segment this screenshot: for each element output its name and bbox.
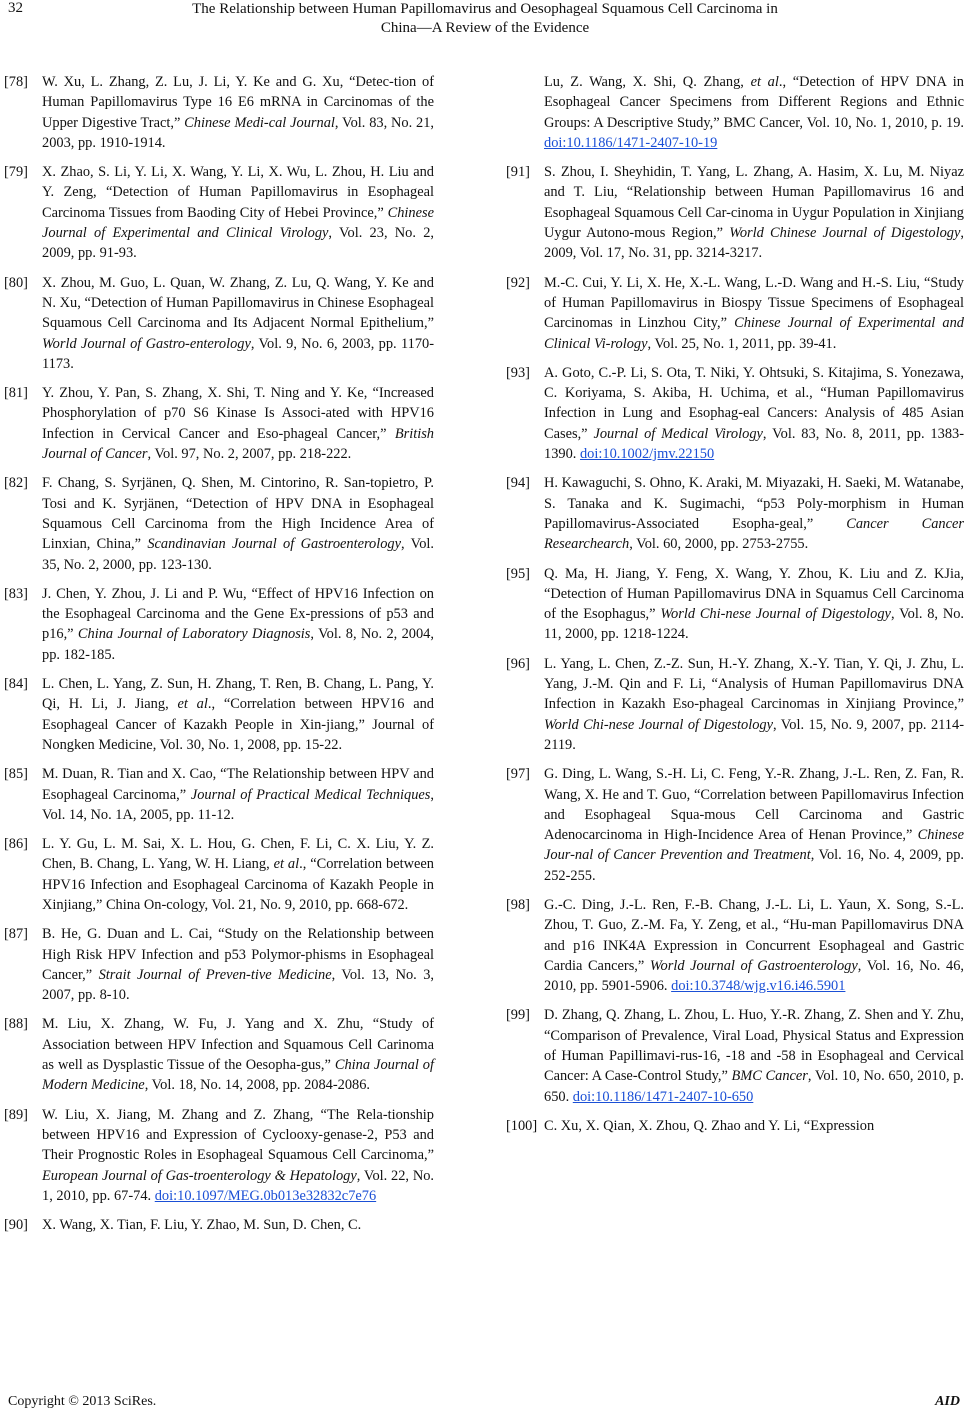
reference-text: Y. Zhou, Y. Pan, S. Zhang, X. Shi, T. Ning and Y. Ke, “Increased Phosphorylation of p70 S6 Kinase Is Associ-ated with HPV16 Infection in Cervical Cancer and Eso-phageal Cancer,” [42, 385, 434, 442]
reference-item [506, 764, 964, 886]
reference-journal: British Journal of Cancer [42, 425, 434, 463]
reference-text: M.-C. Cui, Y. Li, X. He, X.-L. Wang, L.-D. Wang and H.-S. Liu, “Study of Human Papillomavirus in Biospy Tissue Specimens of Esophageal Carcinomas in Linzhou City,” [544, 274, 964, 332]
reference-number: [88] [4, 1016, 28, 1033]
reference-item [4, 764, 434, 825]
reference-number: [80] [4, 274, 28, 291]
reference-text: , Vol. 16, No. 4, 2009, pp. 252-255. [544, 847, 964, 884]
reference-text: , Vol. 8, No. 11, 2000, pp. 1218-1224. [544, 606, 965, 643]
reference-item [4, 674, 434, 755]
reference-number: [96] [506, 655, 530, 672]
reference-text: , Vol. 97, No. 2, 2007, pp. 218-222. [147, 446, 352, 463]
reference-journal: BMC Cancer [731, 1068, 808, 1085]
reference-number: [97] [506, 766, 530, 783]
reference-text: X. Zhou, M. Guo, L. Quan, W. Zhang, Z. Lu, Q. Wang, Y. Ke and N. Xu, “Detection of Human Papillomavirus in Chinese Esophageal Squamous Cell Carcinoma and Its Adjacent Normal Epithelium,” [42, 274, 434, 332]
page-footer [8, 1394, 960, 1410]
reference-text: ., “Correlation between HPV16 and Esophageal Cancer of Kazakh People in Xin-jiang,” Journal of Nongken Medicine, Vol. 30, No. 1, 2008, pp. 15-22. [42, 696, 434, 753]
reference-text: , Vol. 35, No. 2, 2000, pp. 123-130. [42, 536, 435, 573]
reference-text: X. Wang, X. Tian, F. Liu, Y. Zhao, M. Sun, D. Chen, C. [42, 1217, 362, 1234]
reference-text: , Vol. 83, No. 8, 2011, pp. 1383-1390. [544, 425, 964, 463]
reference-number: [89] [4, 1106, 28, 1123]
reference-journal: Chinese Journal of Experimental and Clinical Vi-rology [544, 315, 964, 352]
reference-text: , Vol. 8, No. 2, 2004, pp. 182-185. [42, 626, 434, 663]
reference-number: [79] [4, 164, 28, 181]
reference-number: [94] [506, 475, 530, 492]
running-header [100, 0, 870, 38]
reference-text: M. Duan, R. Tian and X. Cao, “The Relationship between HPV and Esophageal Carcinoma,” [42, 766, 434, 803]
reference-item [506, 162, 964, 263]
reference-text: , Vol. 83, No. 21, 2003, pp. 1910-1914. [42, 114, 435, 151]
reference-text: W. Xu, L. Zhang, Z. Lu, J. Li, Y. Ke and G. Xu, “Detec-tion of Human Papillomavirus Type 16 E6 mRNA in Carcinomas of the Upper Digestive Tract,” [42, 74, 434, 131]
reference-item [506, 273, 964, 354]
reference-text: F. Chang, S. Syrjänen, Q. Shen, M. Cintorino, R. San-topietro, P. Tosi and K. Syrjänen, “Detection of HPV DNA in Esophageal Squamous Cell Carcinoma from the High Incidence Area of Linxian, China,” [42, 475, 434, 553]
right-column [506, 72, 964, 1145]
reference-text: , Vol. 14, No. 1A, 2005, pp. 11-12. [42, 786, 434, 823]
reference-item [4, 1215, 434, 1235]
reference-number: [82] [4, 475, 28, 492]
reference-journal: World Journal of Gastro-enterology [42, 335, 251, 352]
reference-item [4, 1014, 434, 1095]
reference-doi-link[interactable]: doi:10.1186/1471-2407-10-650 [572, 1088, 754, 1105]
reference-number: [83] [4, 585, 28, 602]
reference-number: [98] [506, 896, 530, 913]
reference-text: X. Zhao, S. Li, Y. Li, X. Wang, Y. Li, X. Wu, L. Zhou, H. Liu and Y. Zeng, “Detection of Human Papillomavirus in Esophageal Carcinoma Tissues from Baoding City of Hebei Province,” [42, 164, 434, 221]
reference-text: L. Chen, L. Yang, Z. Sun, H. Zhang, T. Ren, B. Chang, L. Pang, Y. Qi, H. Li, J. Jiang, [42, 676, 434, 713]
reference-number: [87] [4, 926, 28, 943]
reference-journal: World Chinese Journal of Digestology [729, 225, 961, 242]
journal-abbrev: AID [935, 1394, 960, 1409]
reference-journal: Journal of Practical Medical Techniques [190, 786, 431, 803]
reference-text: B. He, G. Duan and L. Cai, “Study on the Relationship between High Risk HPV Infection and p53 Polymor-phisms in Esophageal Cancer,” [42, 926, 434, 983]
reference-journal: et al [177, 696, 208, 713]
reference-item [506, 654, 964, 755]
reference-item [506, 1116, 964, 1136]
reference-number: [86] [4, 836, 28, 853]
reference-text: L. Y. Gu, L. M. Sai, X. L. Hou, G. Chen, F. Li, C. X. Liu, Y. Z. Chen, B. Chang, L. Yang, W. H. Liang, [42, 836, 434, 873]
reference-journal: European Journal of Gas-troenterology & Hepatology [42, 1167, 357, 1184]
reference-text: W. Liu, X. Jiang, M. Zhang and Z. Zhang, “The Rela-tionship between HPV16 and Expression of Cyclooxy-genase-2, P53 and Their Prognostic Roles in Esophageal Squamous Cell Carcinoma,” [42, 1106, 434, 1164]
reference-journal: Scandinavian Journal of Gastroenterology [147, 536, 402, 553]
reference-text: , Vol. 16, No. 46, 2010, pp. 5901-5906. [544, 957, 964, 995]
reference-journal: Cancer Cancer Researchearch [544, 515, 964, 553]
reference-number: [90] [4, 1217, 28, 1234]
reference-text: , Vol. 15, No. 9, 2007, pp. 2114-2119. [544, 716, 964, 753]
reference-journal: Strait Journal of Preven-tive Medicine [98, 966, 332, 983]
reference-text: L. Yang, L. Chen, Z.-Z. Sun, H.-Y. Zhang, X.-Y. Tian, Y. Qi, J. Zhu, L. Yang, J.-M. Qin and F. Li, “Analysis of Human Papillomavirus DNA Infection in Kazakh Eso-phageal Carcinomas in Xinjiang Province,” [544, 655, 964, 713]
reference-text: H. Kawaguchi, S. Ohno, K. Araki, M. Miyazaki, H. Saeki, M. Watanabe, S. Tanaka and K. Sugimachi, “p53 Poly-morphism in Human Papillomavirus-Associated Esopha-geal,” [544, 475, 964, 532]
reference-item [4, 383, 434, 464]
reference-item [4, 273, 434, 374]
copyright-text: Copyright © 2013 SciRes. [8, 1394, 157, 1409]
reference-number: [99] [506, 1007, 530, 1024]
reference-journal: World Chi-nese Journal of Digestology [544, 716, 773, 733]
reference-journal: Chinese Journal of Experimental and Clinical Virology [42, 204, 434, 242]
reference-number: [78] [4, 74, 28, 90]
reference-number: [92] [506, 274, 530, 291]
reference-journal: China Journal of Laboratory Diagnosis [77, 626, 311, 643]
reference-text: , Vol. 13, No. 3, 2007, pp. 8-10. [42, 966, 434, 1004]
reference-item [4, 162, 434, 263]
reference-journal: et al [750, 74, 779, 90]
reference-item [4, 72, 434, 153]
reference-number: [85] [4, 766, 28, 783]
reference-number: [93] [506, 364, 530, 381]
reference-text: A. Goto, C.-P. Li, S. Ota, T. Niki, Y. Ohtsuki, S. Kitajima, S. Yonezawa, C. Koriyama, S. Akiba, H. Uchima, et al., “Human Papillomavirus Infection in Lung and Esophag-eal Cancers: Analysis of 485 Asian Cases,” [544, 364, 964, 442]
reference-text: G.-C. Ding, J.-L. Ren, F.-B. Chang, J.-L. Li, L. Yaun, X. Song, S.-L. Zhou, T. Guo, Z.-M. Fa, Y. Zeng, et al., “Hu-man Papillomavirus DNA and p16 INK4A Expression in Concurrent Esophageal and Gastric Cardia Cancers,” [544, 896, 964, 974]
reference-item [506, 895, 964, 996]
reference-text: Q. Ma, H. Jiang, Y. Feng, X. Wang, Y. Zhou, K. Liu and Z. KJia, “Detection of Human Papillomavirus DNA in Squamus Cell Carcinoma of the Esophagus,” [544, 565, 964, 623]
reference-text: , 2009, Vol. 17, No. 31, pp. 3214-3217. [544, 225, 964, 262]
reference-text: , Vol. 25, No. 1, 2011, pp. 39-41. [647, 335, 837, 352]
reference-doi-link[interactable]: doi:10.1097/MEG.0b013e32832c7e76 [154, 1187, 377, 1204]
page-number: 32 [8, 0, 23, 16]
reference-text: M. Liu, X. Zhang, W. Fu, J. Yang and X. Zhu, “Study of Association between HPV Infection and Squamous Cell Carinoma as well as Dysplastic Tissue of the Oesopha-gus,” [42, 1016, 434, 1074]
reference-text: , Vol. 10, No. 650, 2010, p. 650. [544, 1068, 964, 1105]
reference-text: ., “Detection of HPV DNA in Esophageal Cancer Specimens from Different Regions and Ethnic Groups: A Descriptive Study,” BMC Cancer, Vol. 10, No. 1, 2010, p. 19. [544, 74, 964, 131]
reference-number: [95] [506, 565, 530, 582]
reference-journal: China Journal of Modern Medicine [42, 1057, 435, 1094]
reference-journal: Chinese Jour-nal of Cancer Prevention and Treatment [544, 827, 964, 864]
reference-number: [91] [506, 164, 530, 181]
reference-number: [100] [506, 1117, 538, 1134]
reference-item [4, 1105, 434, 1206]
reference-text: C. Xu, X. Qian, X. Zhou, Q. Zhao and Y. Li, “Expression [544, 1117, 875, 1134]
reference-doi-link[interactable]: doi:10.1186/1471-2407-10-19 [544, 134, 718, 151]
reference-text: , Vol. 23, No. 2, 2009, pp. 91-93. [42, 225, 434, 262]
reference-item [4, 924, 434, 1005]
reference-journal: World Chi-nese Journal of Digestology [660, 606, 891, 623]
reference-text: , Vol. 22, No. 1, 2010, pp. 67-74. [42, 1167, 435, 1204]
reference-journal: World Journal of Gastroenterology [649, 957, 858, 974]
running-header-line2: China—A Review of the Evidence [380, 20, 590, 36]
reference-item [506, 473, 964, 554]
reference-journal: et al [273, 856, 300, 873]
reference-item [506, 1005, 964, 1106]
left-column [4, 72, 434, 1244]
reference-text: , Vol. 9, No. 6, 2003, pp. 1170-1173. [42, 335, 435, 372]
reference-journal: Chinese Medi-cal Journal [184, 114, 335, 131]
reference-item [4, 473, 434, 574]
reference-text: G. Ding, L. Wang, S.-H. Li, C. Feng, Y.-R. Zhang, J.-L. Ren, Z. Fan, R. Wang, X. He and T. Guo, “Correlation between Papillomavirus Infection and Esophageal Squa-mous Cell Carcinoma and Gastric Adenocarcinoma in High-Incidence Area of Henan Province,” [544, 766, 964, 844]
reference-item [4, 834, 434, 915]
reference-journal: Journal of Medical Virology [593, 425, 763, 442]
reference-item [506, 363, 964, 464]
reference-item [506, 72, 964, 153]
reference-text: D. Zhang, Q. Zhang, L. Zhou, L. Huo, Y.-R. Zhang, Z. Shen and Y. Zhu, “Comparison of Prevalence, Viral Load, Physical Status and Expression of Human Papillimavi-rus-16, -18 and -58 in Esophageal and Cervical Cancer: A Case-Control Study,” [544, 1007, 964, 1085]
reference-text: J. Chen, Y. Zhou, J. Li and P. Wu, “Effect of HPV16 Infection on the Esophageal Carcinoma and the Gene Ex-pressions of p53 and p16,” [42, 585, 434, 643]
reference-number: [84] [4, 676, 28, 693]
reference-text: Lu, Z. Wang, X. Shi, Q. Zhang, [544, 74, 751, 90]
reference-doi-link[interactable]: doi:10.3748/wjg.v16.i46.5901 [671, 978, 846, 995]
reference-item [506, 564, 964, 645]
reference-number: [81] [4, 385, 28, 402]
running-header-line1: The Relationship between Human Papillomavirus and Oesophageal Squamous Cell Carcinoma in [192, 1, 778, 17]
reference-item [4, 584, 434, 665]
reference-text: , Vol. 60, 2000, pp. 2753-2755. [629, 536, 809, 553]
reference-text: , Vol. 18, No. 14, 2008, pp. 2084-2086. [144, 1077, 371, 1094]
reference-text: ., “Correlation between HPV16 Infection and Esophageal Carcinoma of Kazakh People in Xinjiang,” China On-cology, Vol. 21, No. 9, 2010, pp. 668-672. [42, 856, 434, 913]
reference-doi-link[interactable]: doi:10.1002/jmv.22150 [579, 446, 715, 463]
reference-text: S. Zhou, I. Sheyhidin, T. Yang, L. Zhang, A. Hasim, X. Lu, M. Niyaz and T. Liu, “Relationship between Human Papillomavirus 16 and Esophageal Squamous Cell Car-cinoma in Uygur Population in Xinjiang Uygur Autono-mous Region,” [544, 164, 964, 242]
